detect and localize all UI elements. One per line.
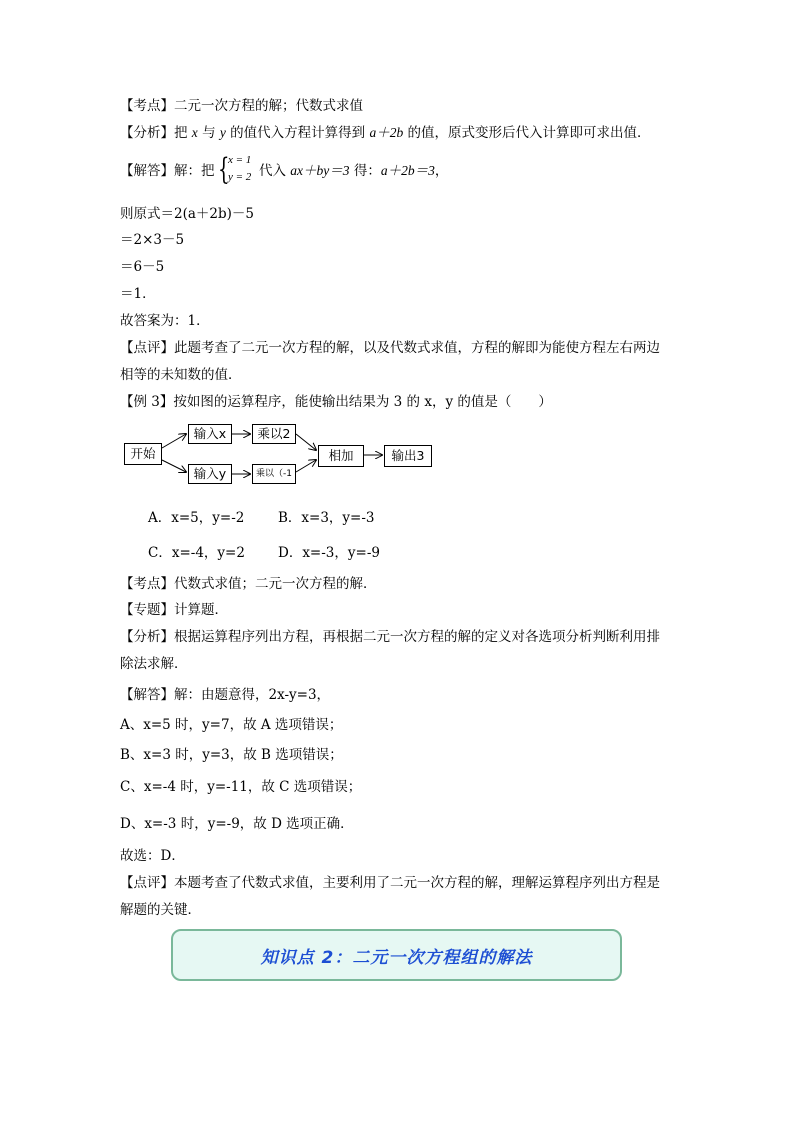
calc-line-4: ＝1． [120,286,156,302]
kaodian-line: 【考点】二元一次方程的解；代数式求值 [120,98,363,114]
answer-line: 故答案为：1． [120,313,210,329]
option-b: B．x=3，y=-3 [278,510,375,526]
fenxi-line: 【分析】把 x 与 y 的值代入方程计算得到 a＋2b 的值，原式变形后代入计算即可求出值． [120,125,651,141]
solution-a: A、x=5 时，y=7，故 A 选项错误； [120,717,343,733]
jieda-line: 【解答】解：把 [120,163,215,179]
option-c: C．x=-4，y=2 [148,545,245,561]
option-a: A．x=5，y=-2 [148,510,245,526]
flow-input-y: 输入y [188,464,232,484]
dianping-line-3: 【点评】本题考查了代数式求值，主要利用了二元一次方程的解，理解运算程序列出方程是 [120,875,660,891]
example3-question: 【例 3】按如图的运算程序，能使输出结果为 3 的 x，y 的值是（ ） [120,394,552,410]
option-d: D．x=-3，y=-9 [278,545,380,561]
solution-c: C、x=-4 时，y=-11，故 C 选项错误； [120,779,362,795]
flow-add: 相加 [318,445,364,467]
calc-line-1: 则原式＝2(a＋2b)－5 [120,206,254,222]
flow-start: 开始 [124,443,162,465]
flow-output-3: 输出3 [384,445,432,467]
kaodian-line-2: 【考点】代数式求值；二元一次方程的解． [120,576,377,592]
jieda-line-cont: 代入 ax＋by＝3 得：a＋2b＝3， [259,163,449,179]
calc-line-3: ＝6－5 [120,259,165,275]
fenxi-line-2b: 除法求解． [120,656,188,672]
solution-d: D、x=-3 时，y=-9，故 D 选项正确． [120,816,354,832]
dianping-line-4: 解题的关键． [120,902,201,918]
flow-multiply-2: 乘以2 [252,424,296,444]
calc-line-2: ＝2×3－5 [120,232,185,248]
jieda-line-2: 【解答】解：由题意得，2x-y=3， [120,687,331,703]
zhuanti-line: 【专题】计算题． [120,602,228,618]
flow-multiply-neg1: 乘以（-1 [252,464,296,484]
flowchart [120,420,440,490]
choice-line: 故选：D． [120,848,185,864]
brace-symbol: { [218,152,230,187]
solution-b: B、x=3 时，y=3，故 B 选项错误； [120,747,343,763]
fenxi-line-2a: 【分析】根据运算程序列出方程，再根据二元一次方程的解的定义对各选项分析判断利用排 [120,629,660,645]
equation-system: { x = 1 y = 2 [218,152,252,187]
dianping-line-2: 相等的未知数的值． [120,367,242,383]
knowledge-point-title: 知识点 2：二元一次方程组的解法 [260,948,533,968]
flow-input-x: 输入x [188,424,232,444]
dianping-line-1: 【点评】此题考查了二元一次方程的解，以及代数式求值，方程的解即为能使方程左右两边 [120,340,660,356]
knowledge-point-banner [171,929,622,981]
